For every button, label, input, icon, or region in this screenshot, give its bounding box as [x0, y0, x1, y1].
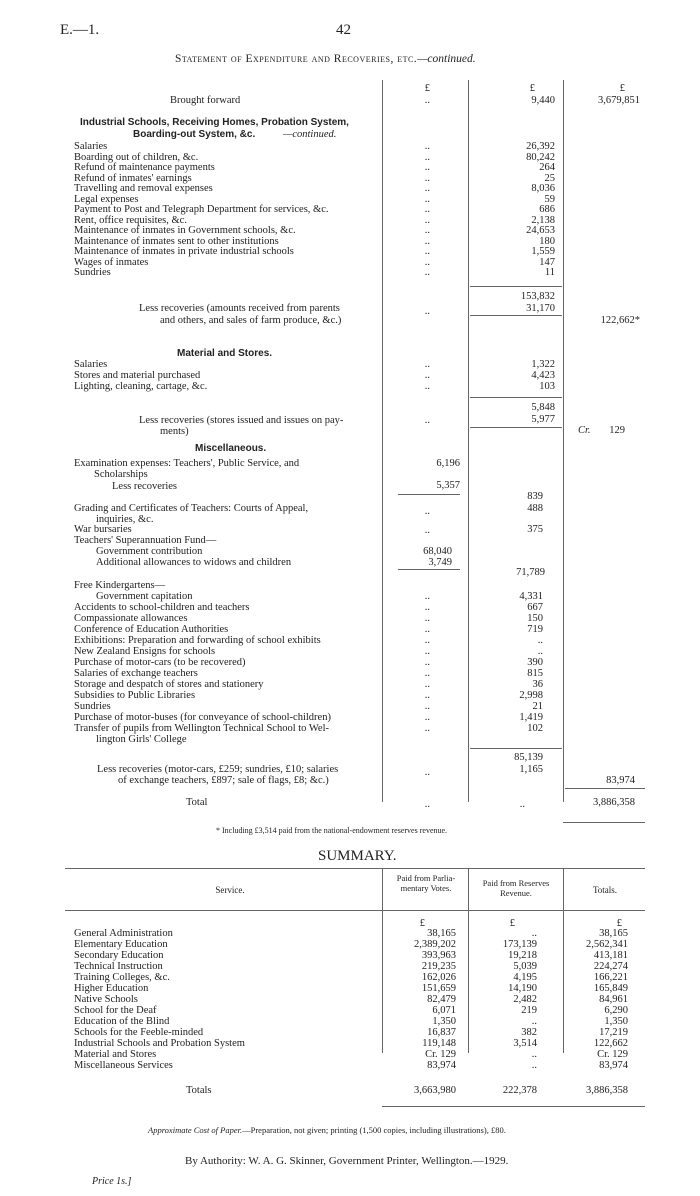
industrial-subtotal: 153,832	[520, 291, 555, 302]
column-rule	[468, 80, 469, 802]
summary-top-rule	[65, 868, 645, 869]
line-item-col2: 264	[539, 162, 555, 173]
summary-total: 1,350	[604, 1016, 628, 1027]
line-item-col1: ..	[424, 359, 430, 370]
line-item-col1: ..	[424, 690, 430, 701]
line-item-col1: ..	[424, 162, 430, 173]
line-item-label: Wages of inmates	[74, 256, 149, 268]
line-item-col2: 686	[539, 204, 555, 215]
recoveries-col2: 31,170	[526, 303, 555, 314]
summary-reserves: 14,190	[508, 983, 537, 994]
line-item-col2: 11	[544, 267, 555, 278]
grading-label: inquiries, &c.	[96, 514, 154, 525]
line-item-col2: ..	[537, 635, 543, 646]
column-rule	[382, 80, 383, 802]
summary-column-rule	[382, 868, 383, 1053]
summary-votes: 151,659	[421, 983, 456, 994]
line-item-col2: 1,419	[519, 712, 543, 723]
line-item-col2: 102	[527, 723, 543, 734]
summary-reserves: ..	[531, 928, 537, 939]
line-item-col1: ..	[424, 225, 430, 236]
line-item-col1: ..	[424, 712, 430, 723]
line-item-col1: ..	[424, 381, 430, 392]
cost-text: —Preparation, not given; printing (1,500 copies, including illustrations), £80.	[242, 1125, 506, 1135]
line-item-col1: ..	[424, 624, 430, 635]
summary-total: 38,165	[599, 928, 628, 939]
line-item-col2: 2,998	[519, 690, 543, 701]
line-item-col1: ..	[424, 613, 430, 624]
subtotal-rule	[470, 286, 562, 287]
currency-symbol: £	[619, 83, 625, 94]
rule	[470, 315, 562, 316]
misc-subtotal: 85,139	[514, 752, 543, 763]
line-item-col2: 25	[544, 172, 555, 184]
recoveries-col2: 1,165	[519, 764, 543, 775]
summary-totals-votes: 3,663,980	[414, 1085, 456, 1096]
line-item-col1: ..	[424, 657, 430, 668]
line-item-label: Storage and despatch of stores and stationery	[74, 679, 264, 690]
recoveries-label: Less recoveries (amounts received from parents	[139, 303, 340, 314]
line-item-col1: ..	[424, 214, 430, 226]
industrial-net: 122,662*	[600, 315, 640, 326]
rule	[398, 569, 460, 570]
exam-col1: 6,196	[436, 458, 460, 469]
line-item-col1: ..	[424, 591, 430, 602]
line-item-col1: ..	[424, 141, 430, 152]
line-item-label: Transfer of pupils from Wellington Technical School to Wel-	[74, 723, 329, 734]
grading-col1: ..	[424, 506, 430, 517]
line-item-col1: ..	[424, 183, 430, 194]
line-item-label: Payment to Post and Telegraph Department for services, &c.	[74, 204, 329, 215]
rule	[565, 788, 645, 789]
section-heading: Boarding-out System, &c.	[133, 129, 256, 140]
summary-reserves: 382	[521, 1027, 537, 1038]
line-item-label: Sundries	[74, 701, 111, 712]
summary-total: 2,562,341	[586, 939, 628, 950]
summary-service: Native Schools	[74, 994, 138, 1005]
summary-column-rule	[468, 868, 469, 1053]
line-item-col1: ..	[424, 602, 430, 613]
line-item-label: Refund of maintenance payments	[74, 162, 215, 173]
summary-service: Elementary Education	[74, 939, 168, 950]
total-col1: ..	[424, 799, 430, 810]
misc-net: 83,974	[606, 775, 635, 786]
line-item-label: Maintenance of inmates sent to other institutions	[74, 235, 279, 247]
summary-reserves: ..	[531, 1060, 537, 1071]
recoveries-label: and others, and sales of farm produce, &c.)	[160, 315, 342, 326]
summary-votes: 1,350	[432, 1016, 456, 1027]
recoveries-label: Less recoveries (motor-cars, £259; sundries, £10; salaries	[97, 764, 339, 775]
line-item-label: Maintenance of inmates in private industrial schools	[74, 246, 294, 257]
line-item-col2: 24,653	[526, 225, 555, 236]
line-item-col1: ..	[424, 723, 430, 734]
line-item-col2: 8,036	[531, 183, 555, 194]
authority-line: By Authority: W. A. G. Skinner, Government Printer, Wellington.—1929.	[185, 1155, 509, 1167]
exam-label: Scholarships	[94, 469, 148, 480]
line-item-col2: 815	[527, 668, 543, 679]
line-item-label: Lighting, cleaning, cartage, &c.	[74, 381, 208, 392]
summary-total: 413,181	[593, 950, 628, 961]
summary-votes: 219,235	[421, 961, 456, 972]
line-item-col2: 103	[539, 381, 555, 392]
brought-forward-label: Brought forward	[170, 95, 241, 106]
summary-votes: 119,148	[422, 1038, 456, 1049]
line-item-col2: 4,331	[519, 591, 543, 602]
line-item-label: Purchase of motor-cars (to be recovered)	[74, 657, 246, 668]
recoveries-col2: 5,977	[531, 414, 555, 425]
line-item-label: Legal expenses	[74, 193, 139, 205]
credit-prefix: Cr.	[578, 425, 591, 436]
line-item-label: Government capitation	[96, 591, 193, 602]
line-item-col1: ..	[424, 246, 430, 257]
summary-header-totals: Totals.	[592, 885, 618, 895]
line-item-label: Salaries of exchange teachers	[74, 668, 198, 679]
summary-votes: Cr. 129	[425, 1049, 456, 1060]
super-row-col1: 3,749	[428, 557, 452, 568]
section-heading: Material and Stores.	[177, 348, 273, 359]
summary-header-rule	[65, 910, 645, 911]
summary-total-rule	[382, 1106, 645, 1107]
line-item-col2: 719	[527, 624, 543, 635]
line-item-col1: ..	[424, 193, 430, 205]
recoveries-label: ments)	[160, 426, 189, 437]
summary-total: 224,274	[593, 961, 628, 972]
line-item-label: Salaries	[74, 141, 108, 152]
line-item-col2: 26,392	[526, 141, 555, 152]
line-item-label: Salaries	[74, 359, 108, 370]
line-item-col2: 667	[527, 602, 543, 613]
line-item-col1: ..	[424, 679, 430, 690]
line-item-label: Sundries	[74, 267, 111, 278]
statement-title	[175, 53, 476, 65]
summary-totals-total: 3,886,358	[586, 1085, 628, 1096]
rule	[398, 494, 460, 495]
line-item-label: New Zealand Ensigns for schools	[74, 646, 216, 657]
line-item-label: Purchase of motor-buses (for conveyance of school-children)	[74, 712, 331, 723]
summary-reserves: 19,218	[508, 950, 537, 961]
summary-total: 83,974	[599, 1060, 628, 1071]
line-item-label: Conference of Education Authorities	[74, 624, 229, 635]
summary-total: 122,662	[593, 1038, 628, 1049]
summary-totals-reserves: 222,378	[502, 1085, 537, 1096]
line-item-label: Subsidies to Public Libraries	[74, 690, 196, 701]
section-heading-suffix: —continued.	[283, 129, 337, 140]
super-row-col1: 68,040	[423, 546, 452, 557]
summary-reserves: 4,195	[513, 972, 537, 983]
brought-forward-col1: ..	[424, 95, 430, 106]
line-item-col2: 1,559	[531, 246, 555, 257]
war-label: War bursaries	[74, 524, 132, 535]
cost-note	[148, 1125, 506, 1135]
summary-total: 17,219	[599, 1027, 628, 1038]
section-heading: Miscellaneous.	[195, 443, 267, 454]
summary-votes: 6,071	[432, 1005, 456, 1016]
summary-service: Material and Stores	[74, 1049, 157, 1060]
grading-col2: 488	[527, 503, 543, 514]
line-item-col1: ..	[424, 370, 430, 381]
currency-symbol: £	[509, 918, 515, 929]
line-item-col1: ..	[424, 204, 430, 215]
currency-symbol: £	[424, 83, 430, 94]
summary-reserves: 2,482	[513, 994, 537, 1005]
line-item-col2: 36	[532, 679, 543, 690]
summary-service: Industrial Schools and Probation System	[74, 1038, 245, 1049]
recoveries-col1: ..	[424, 306, 430, 317]
line-item-label: Accidents to school-children and teachers	[74, 602, 250, 613]
cost-label: Approximate Cost of Paper.	[148, 1125, 243, 1135]
line-item-col2: 80,242	[526, 151, 555, 163]
summary-service: Secondary Education	[74, 950, 164, 961]
summary-service: General Administration	[74, 928, 173, 939]
summary-header-reserves: Paid from Reserves Revenue.	[482, 878, 550, 898]
line-item-col2: 4,423	[531, 370, 555, 381]
line-item-col2: 150	[527, 613, 543, 624]
line-item-label: Compassionate allowances	[74, 613, 188, 624]
total-col2: ..	[519, 799, 525, 810]
line-item-label: Rent, office requisites, &c.	[74, 214, 187, 226]
summary-votes: 16,837	[427, 1027, 456, 1038]
summary-totals-label: Totals	[186, 1085, 212, 1096]
summary-column-rule	[563, 868, 564, 1053]
summary-service: Higher Education	[74, 983, 149, 994]
brought-forward-col2: 9,440	[531, 95, 555, 106]
summary-service: Miscellaneous Services	[74, 1060, 173, 1071]
summary-reserves: 5,039	[513, 961, 537, 972]
super-row-label: Additional allowances to widows and children	[96, 557, 292, 568]
summary-votes: 83,974	[427, 1060, 456, 1071]
line-item-col1: ..	[424, 235, 430, 247]
line-item-label: Refund of inmates' earnings	[74, 172, 192, 184]
exam-less-label: Less recoveries	[112, 481, 178, 492]
super-total: 71,789	[516, 567, 545, 578]
summary-service: Schools for the Feeble-minded	[74, 1027, 204, 1038]
line-item-col2: 59	[544, 193, 555, 205]
summary-votes: 38,165	[427, 928, 456, 939]
summary-votes: 82,479	[427, 994, 456, 1005]
statement-title-suffix: —continued.	[417, 53, 476, 65]
line-item-col2: ..	[537, 646, 543, 657]
recoveries-col1: ..	[424, 415, 430, 426]
summary-service: Training Colleges, &c.	[74, 972, 170, 983]
currency-symbol: £	[529, 83, 535, 94]
summary-service: Technical Instruction	[74, 961, 163, 972]
summary-votes: 393,963	[421, 950, 456, 961]
line-item-col1: ..	[424, 172, 430, 184]
rule	[470, 427, 562, 428]
summary-votes: 2,389,202	[414, 939, 456, 950]
subtotal-rule	[470, 748, 562, 749]
line-item-label: Stores and material purchased	[74, 370, 201, 381]
summary-total: 84,961	[599, 994, 628, 1005]
line-item-col1: ..	[424, 151, 430, 163]
line-item-label: Boarding out of children, &c.	[74, 151, 199, 163]
super-row-label: Government contribution	[96, 546, 203, 557]
column-rule	[563, 80, 564, 802]
price-note: Price 1s.]	[92, 1176, 132, 1187]
war-col2: 375	[527, 524, 543, 535]
line-item-col1: ..	[424, 635, 430, 646]
summary-title: SUMMARY.	[318, 848, 397, 864]
statement-title-text: Statement of Expenditure and Recoveries, etc.	[175, 53, 418, 65]
total-col3: 3,886,358	[593, 797, 635, 808]
line-item-col1: ..	[424, 701, 430, 712]
line-item-col2: 180	[539, 235, 555, 247]
grading-label: Grading and Certificates of Teachers: Courts of Appeal,	[74, 503, 309, 514]
material-subtotal: 5,848	[531, 402, 555, 413]
recoveries-label: Less recoveries (stores issued and issues on pay-	[139, 415, 344, 426]
summary-service: School for the Deaf	[74, 1005, 157, 1016]
exam-less-col1: 5,357	[436, 480, 460, 491]
summary-reserves: ..	[531, 1016, 537, 1027]
summary-reserves: ..	[531, 1049, 537, 1060]
subtotal-rule	[470, 397, 562, 398]
summary-total: Cr. 129	[597, 1049, 628, 1060]
currency-symbol: £	[616, 918, 622, 929]
page-number: 42	[336, 22, 351, 38]
line-item-label: Exhibitions: Preparation and forwarding of school exhibits	[74, 635, 321, 646]
summary-total: 166,221	[593, 972, 628, 983]
summary-total: 165,849	[593, 983, 628, 994]
transfer-label: lington Girls' College	[96, 734, 187, 745]
document-ref: E.—1.	[60, 22, 100, 38]
line-item-label: Maintenance of inmates in Government schools, &c.	[74, 225, 296, 236]
recoveries-col1: ..	[424, 767, 430, 778]
material-net: 129	[609, 425, 625, 436]
recoveries-label: of exchange teachers, £897; sale of flags, £8; &c.)	[118, 775, 329, 786]
summary-header-votes: Paid from Parlia-mentary Votes.	[396, 873, 456, 893]
war-col1: ..	[424, 525, 430, 536]
kinder-label: Free Kindergartens—	[74, 580, 166, 591]
exam-label: Examination expenses: Teachers', Public Service, and	[74, 458, 300, 469]
line-item-col2: 147	[539, 256, 555, 268]
summary-service: Education of the Blind	[74, 1016, 170, 1027]
total-rule	[563, 822, 645, 823]
line-item-col1: ..	[424, 646, 430, 657]
currency-symbol: £	[419, 918, 425, 929]
brought-forward-col3: 3,679,851	[598, 95, 640, 106]
summary-header-service: Service.	[215, 885, 245, 895]
footnote: * Including £3,514 paid from the national-endowment reserves revenue.	[216, 826, 448, 835]
summary-reserves: 3,514	[513, 1038, 537, 1049]
section-heading: Industrial Schools, Receiving Homes, Probation System,	[80, 117, 349, 128]
line-item-col2: 2,138	[531, 214, 555, 226]
exam-net: 839	[527, 491, 543, 502]
line-item-col2: 21	[532, 701, 543, 712]
summary-reserves: 219	[521, 1005, 537, 1016]
line-item-col2: 1,322	[531, 359, 555, 370]
line-item-col1: ..	[424, 668, 430, 679]
line-item-label: Travelling and removal expenses	[74, 183, 213, 194]
line-item-col1: ..	[424, 256, 430, 268]
summary-votes: 162,026	[421, 972, 456, 983]
summary-reserves: 173,139	[502, 939, 537, 950]
total-label: Total	[186, 797, 208, 808]
line-item-col2: 390	[527, 657, 543, 668]
line-item-col1: ..	[424, 267, 430, 278]
super-label: Teachers' Superannuation Fund—	[74, 535, 217, 546]
summary-total: 6,290	[604, 1005, 628, 1016]
